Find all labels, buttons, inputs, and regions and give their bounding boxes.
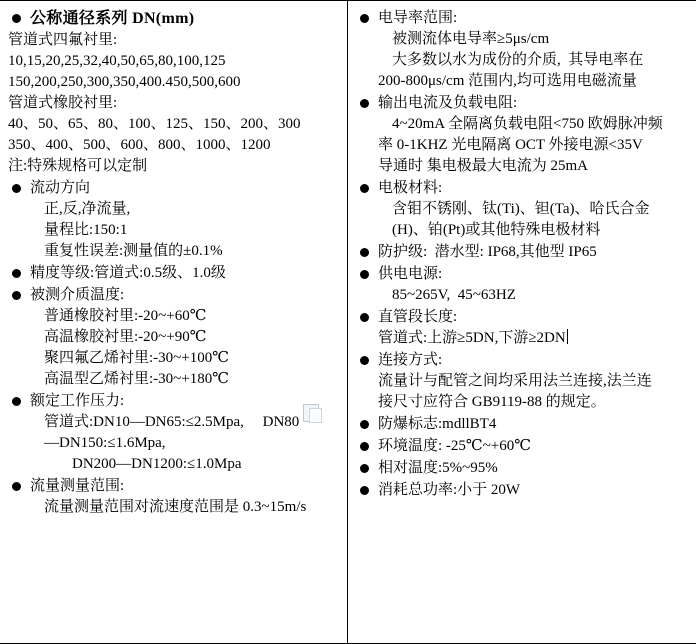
spec-line: 电极材料: (378, 180, 443, 196)
spec-line: 防爆标志:mdllBT4 (378, 416, 497, 432)
spec-line: (H)、铂(Pt)或其他特殊电极材料 (392, 222, 601, 238)
text-cursor (567, 329, 568, 344)
spec-block-working-pressure (8, 391, 341, 475)
spec-line: 普通橡胶衬里:-20~+60℃ (44, 308, 207, 324)
spec-block-flow-direction (8, 178, 341, 262)
spec-line: 大多数以水为成份的介质, 其导电率在 (392, 52, 644, 68)
spec-line: 重复性误差:测量值的±0.1% (44, 243, 223, 259)
spec-line: 供电电源: (378, 266, 443, 282)
spec-line: 相对温度:5%~95% (378, 460, 498, 476)
spec-line: 防护级: 潜水型: IP68,其他型 IP65 (378, 244, 597, 260)
spec-line: 管道式:上游≥5DN,下游≥2DN (378, 330, 566, 346)
page-title: 公称通径系列 DN(mm) (30, 10, 195, 27)
spec-block-connection (356, 350, 690, 413)
spec-block-nominal-diameter (8, 30, 341, 177)
spec-line: 正,反,净流量, (44, 201, 131, 217)
spec-line: 10,15,20,25,32,40,50,65,80,100,125 (8, 53, 226, 69)
bullet-icon (360, 270, 369, 279)
spec-line: 注:特殊规格可以定制 (8, 158, 148, 174)
spec-line: 含钼不锈刚、钛(Ti)、钽(Ta)、哈氏合金 (392, 201, 650, 217)
bullet-icon (12, 14, 21, 23)
spec-block-electrode-material (356, 178, 690, 241)
spec-line: 输出电流及负载电阻: (378, 95, 518, 111)
spec-block-flow-range (8, 476, 341, 518)
spec-line: DN200—DN1200:≤1.0Mpa (72, 456, 242, 472)
spec-line: 85~265V, 45~63HZ (392, 287, 516, 303)
spec-block-relative-humidity (356, 458, 690, 479)
bullet-icon (360, 313, 369, 322)
spec-line: 额定工作压力: (30, 393, 125, 409)
bullet-icon (12, 184, 21, 193)
bullet-icon (360, 486, 369, 495)
spec-line: 流量测量范围对流速度范围是 0.3~15m/s (44, 499, 307, 515)
spec-line: 管道式橡胶衬里: (8, 95, 118, 111)
spec-line: 150,200,250,300,350,400.450,500,600 (8, 74, 241, 90)
bullet-icon (12, 397, 21, 406)
bullet-icon (12, 291, 21, 300)
spec-line: 被测流体电导率≥5μs/cm (392, 31, 550, 47)
spec-line: 直管段长度: (378, 309, 458, 325)
bullet-icon (360, 99, 369, 108)
spec-line: 量程比:150:1 (44, 222, 128, 238)
spec-line: 流量测量范围: (30, 478, 125, 494)
spec-line-with-caret (378, 328, 690, 349)
spec-line: 40、50、65、80、100、125、150、200、300 (8, 116, 301, 132)
spec-block-medium-temperature (8, 285, 341, 390)
spec-line: 管道式四氟衬里: (8, 32, 118, 48)
bullet-icon (360, 442, 369, 451)
spec-line: 消耗总功率:小于 20W (378, 482, 521, 498)
spec-line: 率 0-1KHZ 光电隔离 OCT 外接电源<35V (378, 137, 643, 153)
spec-line: 200-800μs/cm 范围内,均可选用电磁流量 (378, 73, 637, 89)
right-column (348, 0, 696, 644)
spec-line: 高温型乙烯衬里:-30~+180℃ (44, 371, 230, 387)
heading-block (8, 8, 341, 29)
spec-block-protection-grade (356, 242, 690, 263)
bullet-icon (12, 482, 21, 491)
spec-block-output-current (356, 93, 690, 177)
spec-line: —DN150:≤1.6Mpa, (44, 435, 166, 451)
bullet-icon (360, 464, 369, 473)
page-watermark-icon (303, 404, 319, 422)
spec-line: 接尺寸应符合 GB9119-88 的规定。 (378, 394, 606, 410)
spec-line: 聚四氟乙烯衬里:-30~+100℃ (44, 350, 230, 366)
spec-line: 导通时 集电极最大电流为 25mA (378, 158, 589, 174)
spec-block-ambient-temperature (356, 436, 690, 457)
bullet-icon (360, 420, 369, 429)
spec-block-straight-pipe-length (356, 307, 690, 349)
bullet-icon (12, 269, 21, 278)
spec-block-power-consumption (356, 480, 690, 501)
spec-block-explosion-proof (356, 414, 690, 435)
spec-line: 高温橡胶衬里:-20~+90℃ (44, 329, 207, 345)
spec-line: 连接方式: (378, 352, 443, 368)
spec-line: 被测介质温度: (30, 287, 125, 303)
spec-line: 流动方向 (30, 180, 91, 196)
spec-line: 350、400、500、600、800、1000、1200 (8, 137, 271, 153)
spec-line: 4~20mA 全隔离负载电阻<750 欧姆脉冲频 (392, 116, 663, 132)
bullet-icon (360, 14, 369, 23)
spec-line: 精度等级:管道式:0.5级、1.0级 (30, 265, 226, 281)
spec-block-accuracy (8, 263, 341, 284)
spec-line: 环境温度: -25℃~+60℃ (378, 438, 532, 454)
spec-block-conductivity (356, 8, 690, 92)
spec-line: 电导率范围: (378, 10, 458, 26)
bullet-icon (360, 184, 369, 193)
bullet-icon (360, 356, 369, 365)
spec-line: 流量计与配管之间均采用法兰连接,法兰连 (378, 373, 652, 389)
spec-line: 管道式:DN10—DN65:≤2.5Mpa, DN80 (44, 414, 300, 430)
bullet-icon (360, 248, 369, 257)
spec-block-power-supply (356, 264, 690, 306)
